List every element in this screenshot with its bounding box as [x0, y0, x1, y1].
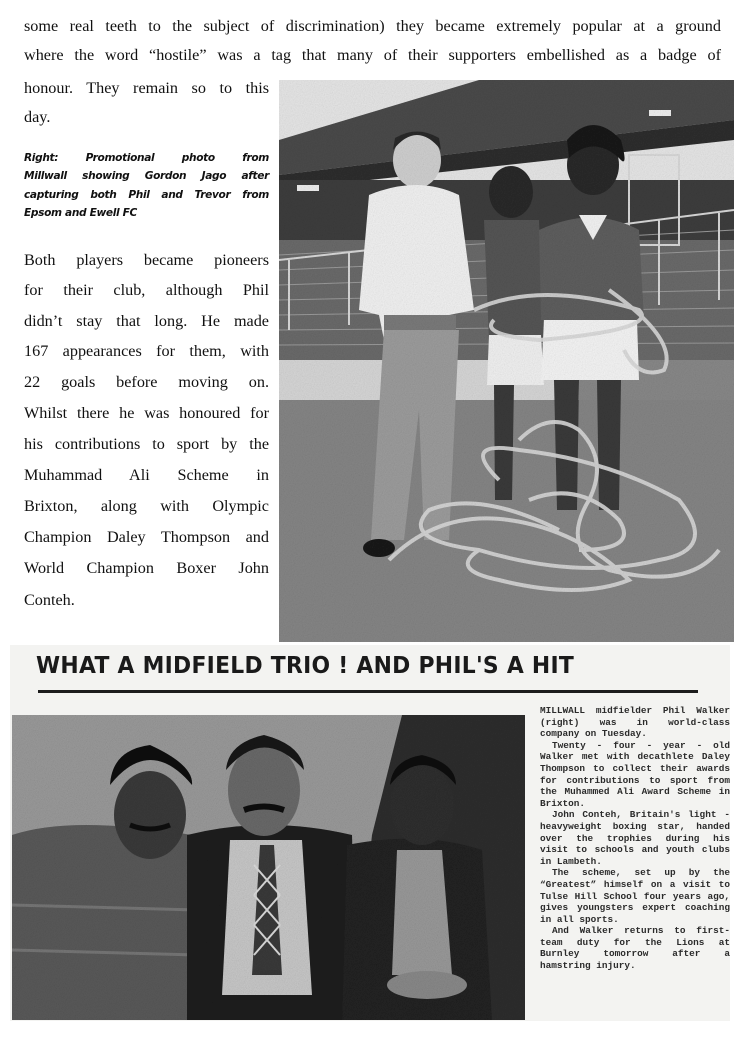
body-text-line: where the word “hostile” was a tag that many of their supporters embellished as a badge of — [24, 46, 721, 64]
caption-line: capturing both Phil and Trevor from — [24, 188, 269, 201]
body-text-line: Brixton, along with Olympic — [24, 497, 269, 515]
body-text-line: his contributions to sport by the — [24, 435, 269, 453]
body-text-line: for their club, although Phil — [24, 281, 269, 299]
trio-photo-illustration — [12, 715, 525, 1020]
headline-underline — [38, 690, 698, 693]
caption-line: Millwall showing Gordon Jago after — [24, 170, 269, 183]
body-text-line: Conteh. — [24, 591, 75, 609]
newspaper-photo — [12, 715, 525, 1020]
body-text-line: Champion Daley Thompson and — [24, 528, 269, 546]
article-paragraph: John Conteh, Britain's light - heavyweight boxing star, handed over the trophies during his visit to schools and youth clubs in Lambeth. — [540, 809, 730, 867]
body-text-line: honour. They remain so to this — [24, 79, 269, 97]
body-text-line: day. — [24, 108, 51, 126]
article-paragraph: MILLWALL midfielder Phil Walker (right) was in world-class company on Tuesday. — [540, 705, 730, 740]
article-paragraph: The scheme, set up by the “Greatest” himself on a visit to Tulse Hill School four years ago, gives youngsters expert coaching in all sports. — [540, 867, 730, 925]
clipping-headline: WHAT A MIDFIELD TRIO ! AND PHIL'S A HIT — [36, 651, 575, 679]
body-text-line: 22 goals before moving on. — [24, 373, 269, 391]
newspaper-clipping — [10, 645, 730, 1021]
article-paragraph: Twenty - four - year - old Walker met with decathlete Daley Thompson to collect their awards for contributions to sport from the Muhammed Ali Award Scheme in Brixton. — [540, 739, 730, 809]
caption-line: Epsom and Ewell FC — [24, 206, 137, 219]
body-text-line: Muhammad Ali Scheme in — [24, 466, 269, 484]
promotional-photo — [279, 80, 734, 642]
caption-line: Right: Promotional photo from — [24, 152, 269, 164]
body-text-line: Both players became pioneers — [24, 251, 269, 269]
body-text-line: 167 appearances for them, with — [24, 342, 269, 360]
stadium-photo-illustration — [279, 80, 734, 642]
body-text-line: didn’t stay that long. He made — [24, 312, 269, 330]
body-text-line: some real teeth to the subject of discrimination) they became extremely popular at a ground — [24, 17, 721, 35]
body-text-line: Whilst there he was honoured for — [24, 404, 269, 422]
photo-caption — [24, 149, 269, 222]
article-paragraph: And Walker returns to first-team duty for the Lions at Burnley tomorrow after a hamstring injury. — [540, 925, 730, 972]
clipping-article — [540, 705, 730, 972]
body-text-line: World Champion Boxer John — [24, 559, 269, 577]
